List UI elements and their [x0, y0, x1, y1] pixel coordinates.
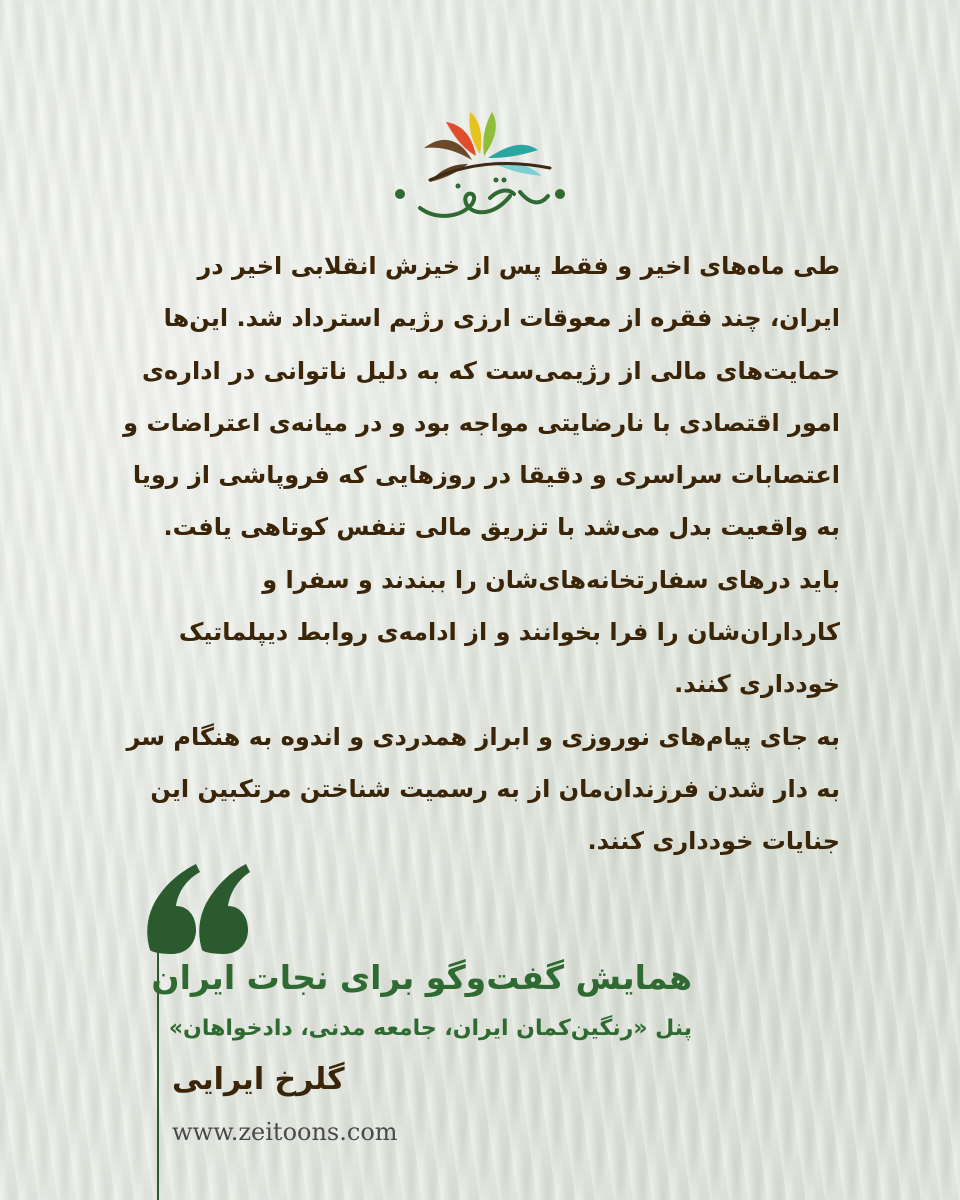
event-title: همایش گفت‌وگو برای نجات ایران: [151, 958, 692, 997]
article-paragraph-3: به جای پیام‌های نوروزی و ابراز همدردی و اندوه به هنگام سر به دار شدن فرزندان‌مان از به رسمیت شناختن مرتکبین این جنایات خودداری کنند.: [126, 722, 840, 856]
author-name: گلرخ ایرایی: [172, 1062, 345, 1097]
panel-name: پنل «رنگین‌کمان ایران، جامعه مدنی، دادخواهان»: [168, 1016, 692, 1041]
olive-branch-leaves-icon: [380, 108, 580, 233]
zeitoon-logo: [380, 108, 580, 233]
article-paragraph-2: باید درهای سفارتخانه‌های‌شان را ببندند و سفرا و کارداران‌شان را فرا بخوانند و از ادامه‌ی روابط دیپلماتیک خودداری کنند.: [178, 565, 840, 699]
website-link[interactable]: www.zeitoons.com: [172, 1118, 398, 1146]
quotation-mark-icon: [140, 850, 250, 960]
article-body: [122, 240, 840, 868]
article-paragraph-1: طی ماه‌های اخیر و فقط پس از خیزش انقلابی اخیر در ایران، چند فقره از معوقات ارزی رژیم استرداد شد. این‌ها حمایت‌های مالی از رژیمی‌ست که به دلیل ناتوانی در اداره‌ی امور اقتصادی با نارضایتی مواجه بود و در میانه‌ی اعتراضات و اعتصابات سراسری و دقیقا در روزهایی که فروپاشی از رویا به واقعیت بدل می‌شد با تزریق مالی تنفس کوتاهی یافت.: [123, 252, 840, 542]
